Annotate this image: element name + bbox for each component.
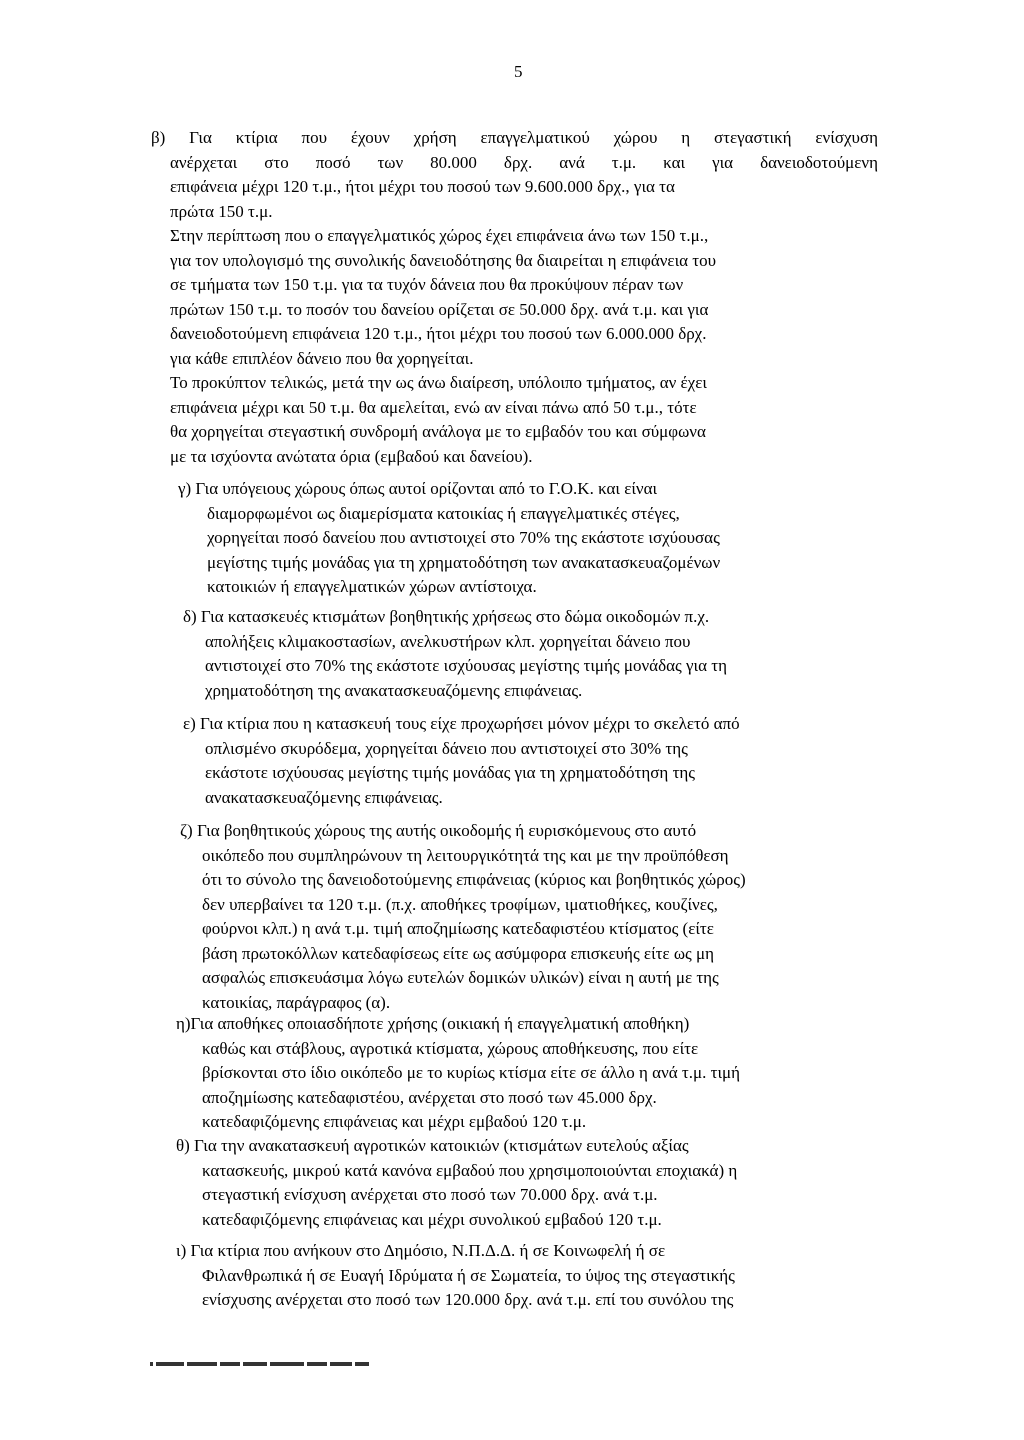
text-line: στεγαστική ενίσχυση ανέρχεται στο ποσό των 70.000 δρχ. ανά τ.μ.: [202, 1185, 658, 1204]
text-line: ανακατασκευαζόμενης επιφάνειας.: [205, 787, 443, 807]
text-line: Στην περίπτωση που ο επαγγελματικός χώρος έχει επιφάνεια άνω των 150 τ.μ.,: [170, 226, 709, 245]
text-line: πρώτα 150 τ.μ.: [170, 201, 273, 221]
text-line: χορηγείται ποσό δανείου που αντιστοιχεί στο 70% της εκάστοτε ισχύουσας: [207, 528, 720, 547]
text-line: οικόπεδο που συμπληρώνουν τη λειτουργικότητά της και με την προϋπόθεση: [202, 845, 729, 865]
text-line: κατοικίας, παράγραφος (α).: [202, 992, 391, 1012]
text-line: αποζημίωσης κατεδαφιστέου, ανέρχεται στο ποσό των 45.000 δρχ.: [202, 1087, 657, 1107]
footer-imprint-graphic: [150, 1360, 400, 1368]
text-line: πρώτων 150 τ.μ. το ποσόν του δανείου ορίζεται σε 50.000 δρχ. ανά τ.μ. και για: [170, 299, 709, 319]
text-line: κατεδαφιζόμενης επιφάνειας και μέχρι εμβαδού 120 τ.μ.: [202, 1112, 587, 1131]
text-line: καθώς και στάβλους, αγροτικά κτίσματα, χώρους αποθήκευσης, που είτε: [202, 1038, 699, 1058]
text-line: απολήξεις κλιμακοστασίων, ανελκυστήρων κλπ. χορηγείται δάνειο που: [205, 631, 691, 651]
text-line: εκάστοτε ισχύουσας μεγίστης τιμής μονάδας για τη χρηματοδότηση της: [205, 763, 696, 782]
text-line: δανειοδοτούμενη επιφάνεια 120 τ.μ., ήτοι μέχρι του ποσού των 6.000.000 δρχ.: [170, 324, 707, 343]
paragraph-zeta: [180, 819, 878, 1015]
text-line: φούρνοι κλπ.) η ανά τ.μ. τιμή αποζημίωσης κατεδαφιστέου κτίσματος (είτε: [202, 919, 714, 938]
page-number: 5: [514, 62, 523, 81]
footer-imprint: [150, 1360, 400, 1370]
paragraph-beta: [151, 126, 878, 469]
text-line: ανέρχεται στο ποσό των 80.000 δρχ. ανά τ.μ. και για δανειοδοτούμενη: [170, 152, 878, 172]
text-line: για τον υπολογισμό της συνολικής δανειοδότησης θα διαιρείται η επιφάνεια του: [170, 250, 717, 270]
text-line: δ) Για κατασκευές κτισμάτων βοηθητικής χρήσεως στο δώμα οικοδομών π.χ.: [183, 607, 710, 626]
text-line: για κάθε επιπλέον δάνειο που θα χορηγείται.: [170, 348, 474, 368]
text-line: β) Για κτίρια που έχουν χρήση επαγγελματικού χώρου η στεγαστική ενίσχυση: [151, 128, 878, 147]
text-line: βάση πρωτοκόλλων κατεδαφίσεως είτε ως ασύμφορα επισκευής είτε ως μη: [202, 943, 715, 963]
text-line: με τα ισχύοντα ανώτατα όρια (εμβαδού και δανείου).: [170, 446, 533, 466]
text-line: ζ) Για βοηθητικούς χώρους της αυτής οικοδομής ή ευρισκόμενους στο αυτό: [180, 821, 697, 840]
text-line: κατασκευής, μικρού κατά κανόνα εμβαδού που χρησιμοποιούνται εποχιακά) η: [202, 1160, 738, 1180]
paragraph-theta: [176, 1134, 878, 1232]
text-line: κατοικιών ή επαγγελματικών χώρων αντίστοιχα.: [207, 577, 537, 596]
text-line: ασφαλώς επισκευάσιμα λόγω ευτελών δομικών υλικών) είναι η αυτή με της: [202, 968, 719, 987]
text-line: θα χορηγείται στεγαστική συνδρομή ανάλογα με το εμβαδόν του και σύμφωνα: [170, 422, 706, 441]
text-line: επιφάνεια μέχρι 120 τ.μ., ήτοι μέχρι του ποσού των 9.600.000 δρχ., για τα: [170, 177, 675, 196]
text-line: ε) Για κτίρια που η κατασκευή τους είχε προχωρήσει μόνον μέχρι το σκελετό από: [183, 714, 740, 733]
text-line: σε τμήματα των 150 τ.μ. για τα τυχόν δάνεια που θα προκύψουν πέραν των: [170, 275, 684, 294]
paragraph-iota: [176, 1239, 878, 1313]
text-line: επιφάνεια μέχρι και 50 τ.μ. θα αμελείται, ενώ αν είναι πάνω από 50 τ.μ., τότε: [170, 397, 697, 417]
text-line: κατεδαφιζόμενης επιφάνειας και μέχρι συνολικού εμβαδού 120 τ.μ.: [202, 1209, 662, 1229]
text-line: θ) Για την ανακατασκευή αγροτικών κατοικιών (κτισμάτων ευτελούς αξίας: [176, 1136, 689, 1155]
text-line: Το προκύπτον τελικώς, μετά την ως άνω διαίρεση, υπόλοιπο τμήματος, αν έχει: [170, 373, 707, 392]
text-line: οπλισμένο σκυρόδεμα, χορηγείται δάνειο που αντιστοιχεί στο 30% της: [205, 738, 688, 758]
text-line: βρίσκονται στο ίδιο οικόπεδο με το κυρίως κτίσμα είτε σε άλλο η ανά τ.μ. τιμή: [202, 1063, 741, 1082]
text-line: μεγίστης τιμής μονάδας για τη χρηματοδότηση των ανακατασκευαζομένων: [207, 552, 721, 572]
text-line: αντιστοιχεί στο 70% της εκάστοτε ισχύουσας μεγίστης τιμής μονάδας για τη: [205, 656, 727, 675]
text-line: η)Για αποθήκες οποιασδήποτε χρήσης (οικιακή ή επαγγελματική αποθήκη): [176, 1014, 690, 1033]
text-line: ενίσχυσης ανέρχεται στο ποσό των 120.000 δρχ. ανά τ.μ. επί του συνόλου της: [202, 1290, 734, 1309]
paragraph-delta: [183, 605, 878, 703]
text-line: χρηματοδότηση της ανακατασκευαζόμενης επιφάνειας.: [205, 680, 583, 700]
text-line: γ) Για υπόγειους χώρους όπως αυτοί ορίζονται από το Γ.Ο.Κ. και είναι: [178, 479, 658, 498]
paragraph-gamma: [178, 477, 878, 600]
text-line: ότι το σύνολο της δανειοδοτούμενης επιφάνειας (κύριος και βοηθητικός χώρος): [202, 870, 746, 889]
paragraph-eta: [176, 1012, 878, 1135]
paragraph-epsilon: [183, 712, 878, 810]
text-line: ι) Για κτίρια που ανήκουν στο Δημόσιο, Ν.Π.Δ.Δ. ή σε Κοινωφελή ή σε: [176, 1241, 666, 1260]
text-line: διαμορφωμένοι ως διαμερίσματα κατοικίας ή επαγγελματικές στέγες,: [207, 503, 680, 523]
text-line: Φιλανθρωπικά ή σε Ευαγή Ιδρύματα ή σε Σωματεία, το ύψος της στεγαστικής: [202, 1265, 735, 1285]
text-line: δεν υπερβαίνει τα 120 τ.μ. (π.χ. αποθήκες τροφίμων, ιματιοθήκες, κουζίνες,: [202, 894, 718, 914]
